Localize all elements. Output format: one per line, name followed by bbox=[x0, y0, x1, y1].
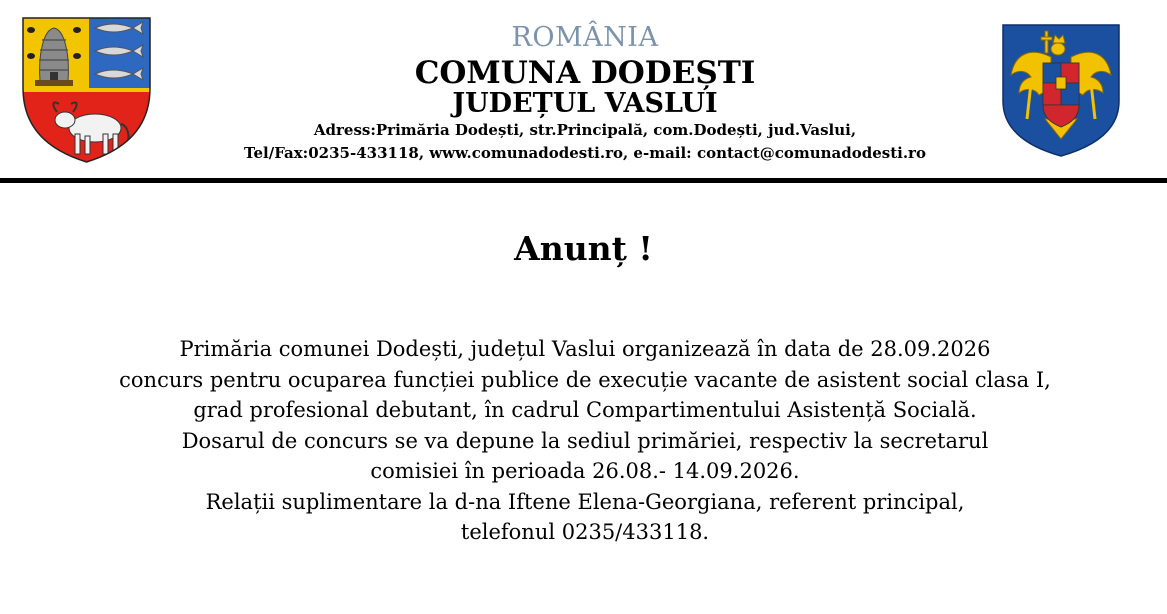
announcement-line: comisiei în perioada 26.08.- 14.09.2026. bbox=[370, 459, 800, 483]
commune-coat-of-arms-icon bbox=[21, 16, 152, 164]
announcement-line: grad profesional debutant, în cadrul Compartimentului Asistență Socială. bbox=[193, 398, 977, 422]
commune-name: COMUNA DODEȘTI bbox=[414, 55, 756, 91]
announcement-line: Relații suplimentare la d-na Iftene Elena-Georgiana, referent principal, bbox=[205, 489, 965, 514]
contact-line: Tel/Fax:0235-433118, www.comunadodesti.ro, e-mail: contact@comunadodesti.ro bbox=[244, 144, 926, 162]
announcement-line: Primăria comunei Dodești, județul Vaslui organizează în data de 28.09.2026 bbox=[179, 337, 991, 361]
romania-coat-of-arms-icon bbox=[1001, 23, 1121, 158]
announcement-line: telefonul 0235/433118. bbox=[460, 520, 710, 544]
address-line: Adress:Primăria Dodești, str.Principală, com.Dodești, jud.Vaslui, bbox=[313, 121, 857, 139]
county-name: JUDEȚUL VASLUI bbox=[452, 88, 718, 119]
announcement-line: concurs pentru ocuparea funcției publice de execuție vacante de asistent social clasa I, bbox=[119, 367, 1051, 392]
letterhead bbox=[0, 0, 1167, 180]
announcement-line: Dosarul de concurs se va depune la sediul primăriei, respectiv la secretarul bbox=[181, 428, 989, 453]
country-name: ROMÂNIA bbox=[511, 22, 659, 53]
announcement-title: Anunț ! bbox=[514, 229, 653, 268]
announcement-body bbox=[60, 334, 1110, 548]
header-divider bbox=[0, 178, 1167, 183]
